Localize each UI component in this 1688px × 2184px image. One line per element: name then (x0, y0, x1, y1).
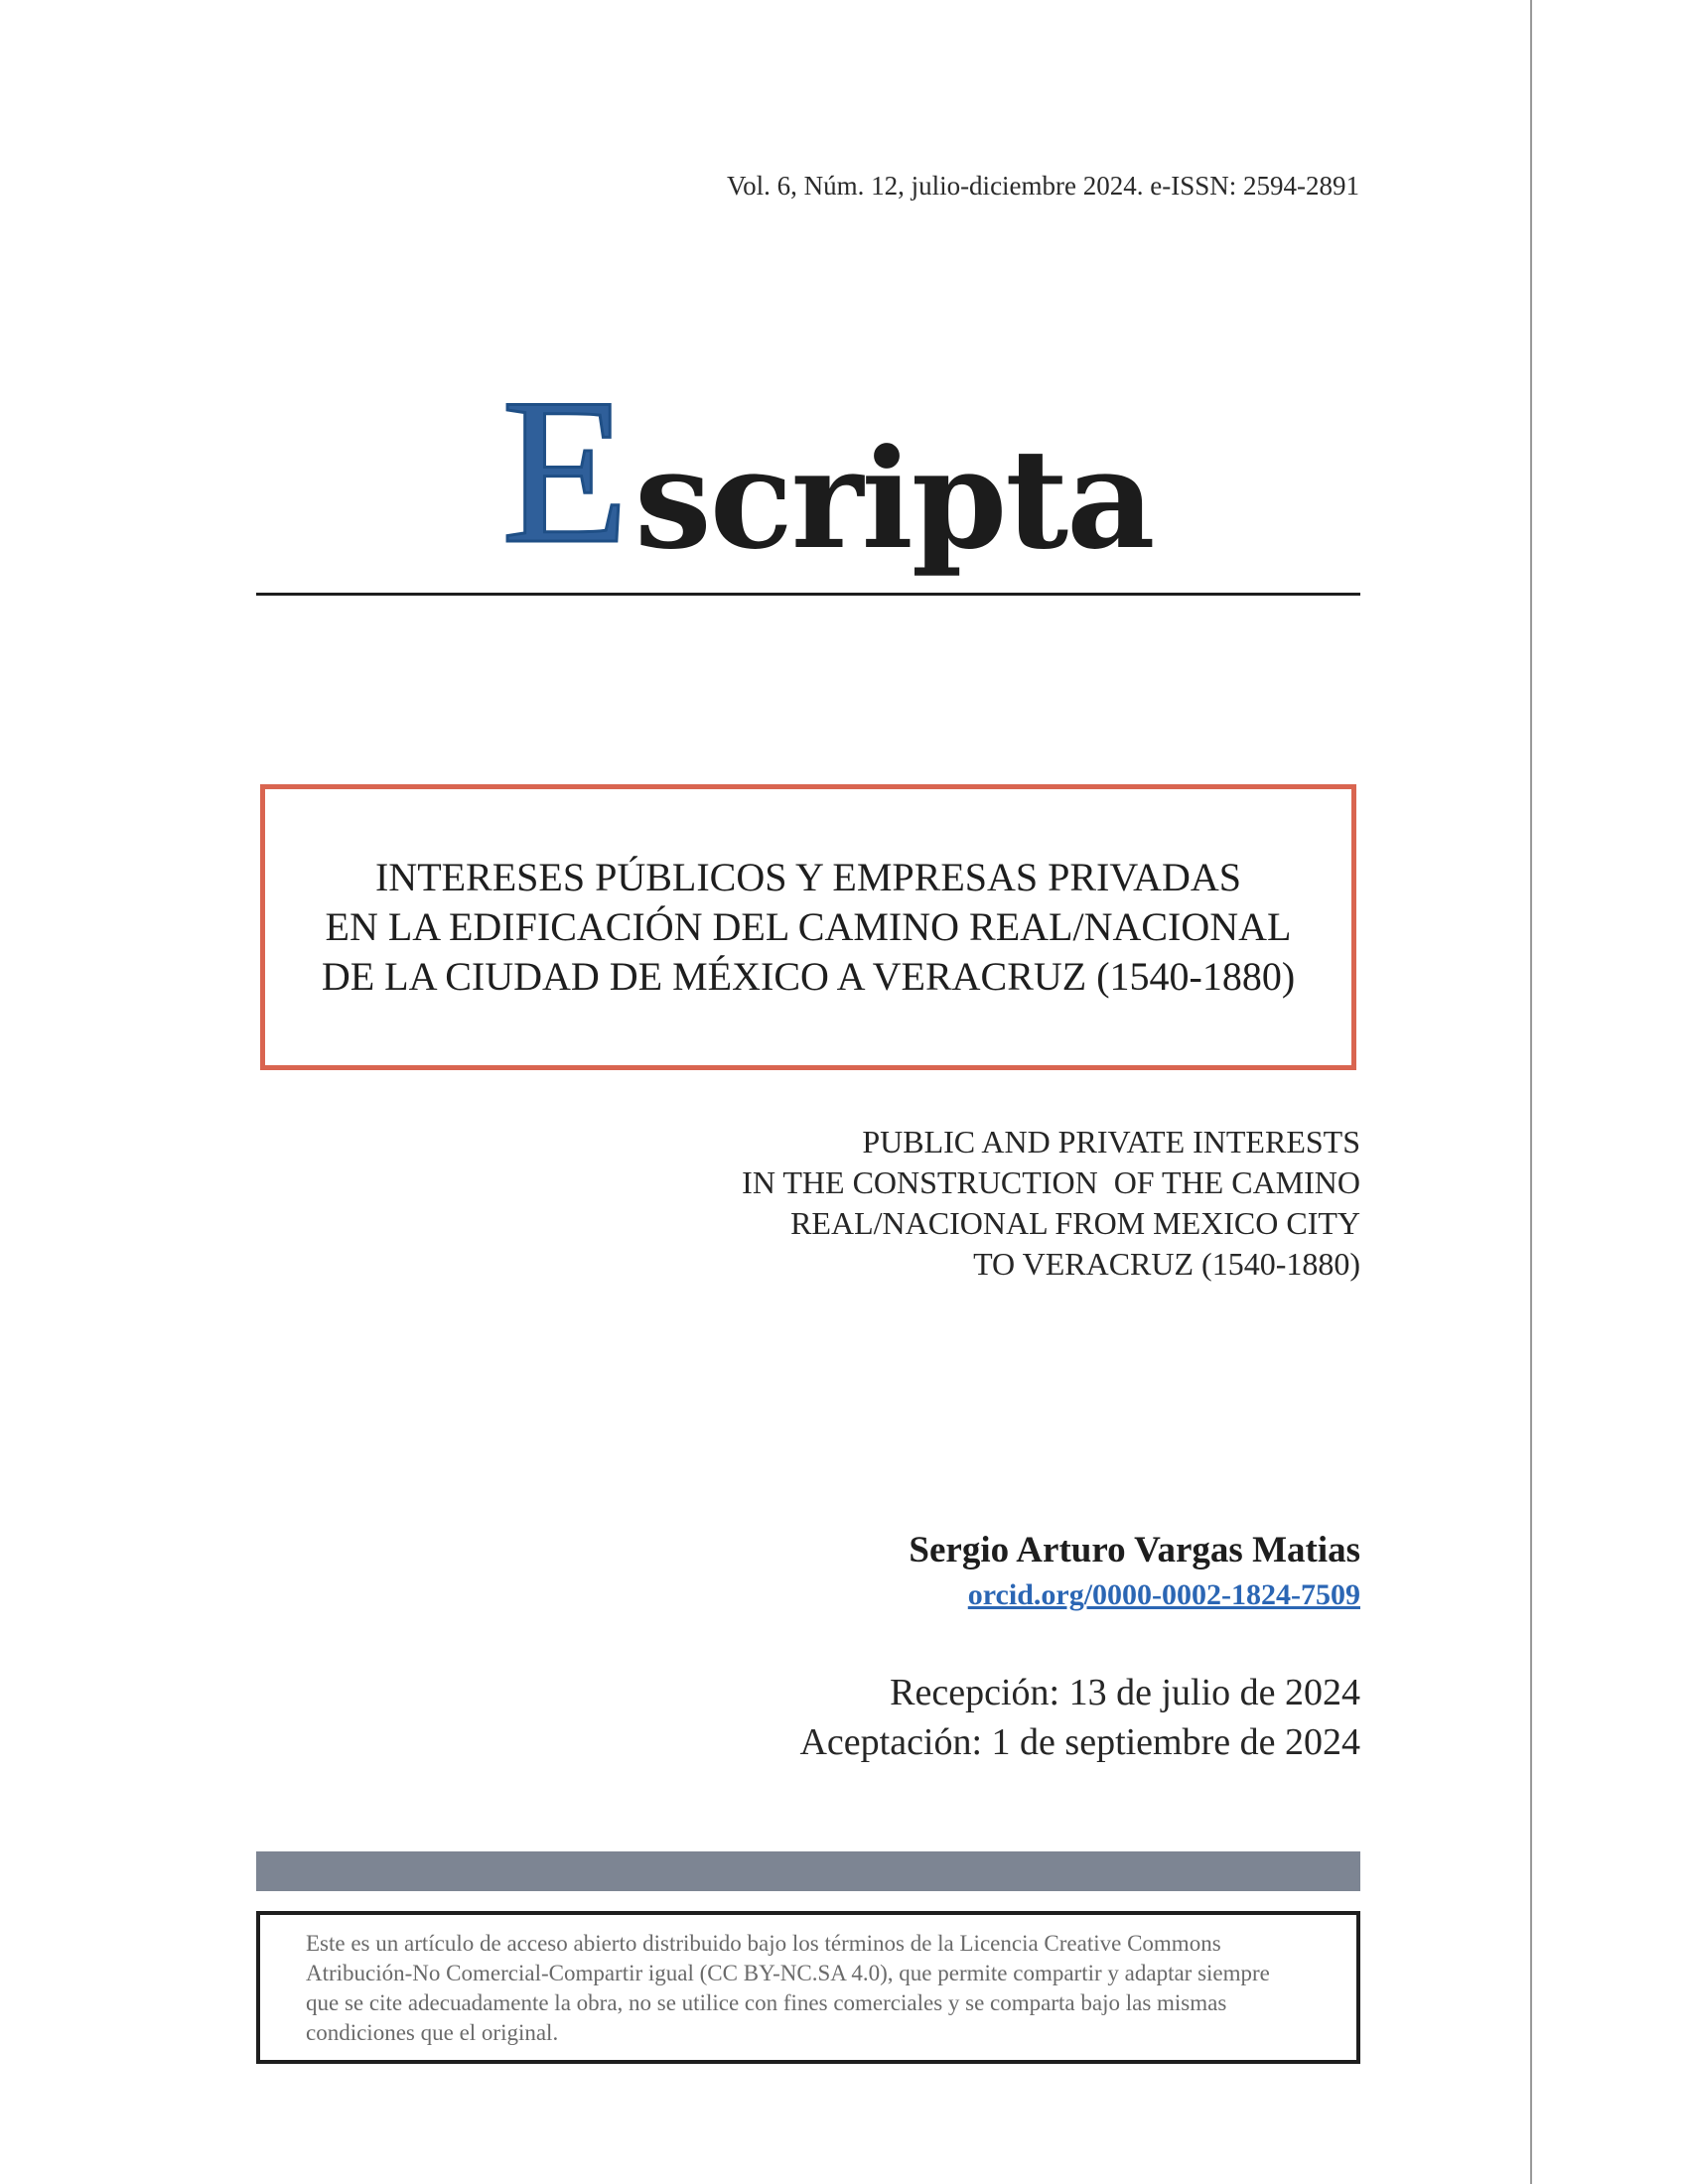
logo-initial: E (501, 356, 630, 587)
spanish-title-box (260, 784, 1356, 1070)
english-title-line-2: IN THE CONSTRUCTION OF THE CAMINO (742, 1164, 1360, 1200)
spanish-title-line-3: DE LA CIUDAD DE MÉXICO A VERACRUZ (1540-1880) (321, 954, 1296, 999)
license-line-1: Este es un artículo de acceso abierto distribuido bajo los términos de la Licencia Creative Commons (306, 1931, 1221, 1956)
license-notice-box (256, 1911, 1360, 2064)
decorative-gray-bar (256, 1851, 1360, 1891)
license-line-4: condiciones que el original. (306, 2020, 559, 2045)
spanish-title-line-1: INTERESES PÚBLICOS Y EMPRESAS PRIVADAS (374, 855, 1242, 899)
submission-dates (556, 1668, 1360, 1767)
english-title-line-1: PUBLIC AND PRIVATE INTERESTS (862, 1124, 1360, 1160)
english-title (556, 1122, 1360, 1285)
license-line-3: que se cite adecuadamente la obra, no se utilice con fines comerciales y se comparta bajo las mismas (306, 1990, 1227, 2015)
orcid-link[interactable]: orcid.org/0000-0002-1824-7509 (967, 1578, 1360, 1611)
logo-wordmark: scripta (634, 418, 1154, 580)
page-edge-divider (1530, 0, 1532, 2184)
accepted-date: Aceptación: 1 de septiembre de 2024 (799, 1721, 1360, 1763)
logo-underline-rule (256, 593, 1360, 596)
author-name: Sergio Arturo Vargas Matias (909, 1530, 1360, 1570)
spanish-title-line-2: EN LA EDIFICACIÓN DEL CAMINO REAL/NACIONAL (325, 904, 1292, 949)
journal-logo (501, 356, 1196, 587)
issue-info: Vol. 6, Núm. 12, julio-diciembre 2024. e-ISSN: 2594-2891 (727, 171, 1359, 201)
english-title-line-3: REAL/NACIONAL FROM MEXICO CITY (790, 1205, 1360, 1241)
received-date: Recepción: 13 de julio de 2024 (890, 1672, 1360, 1713)
english-title-line-4: TO VERACRUZ (1540-1880) (973, 1246, 1360, 1282)
license-line-2: Atribución-No Comercial-Compartir igual (CC BY-NC.SA 4.0), que permite compartir y adaptar siempre (306, 1961, 1270, 1985)
